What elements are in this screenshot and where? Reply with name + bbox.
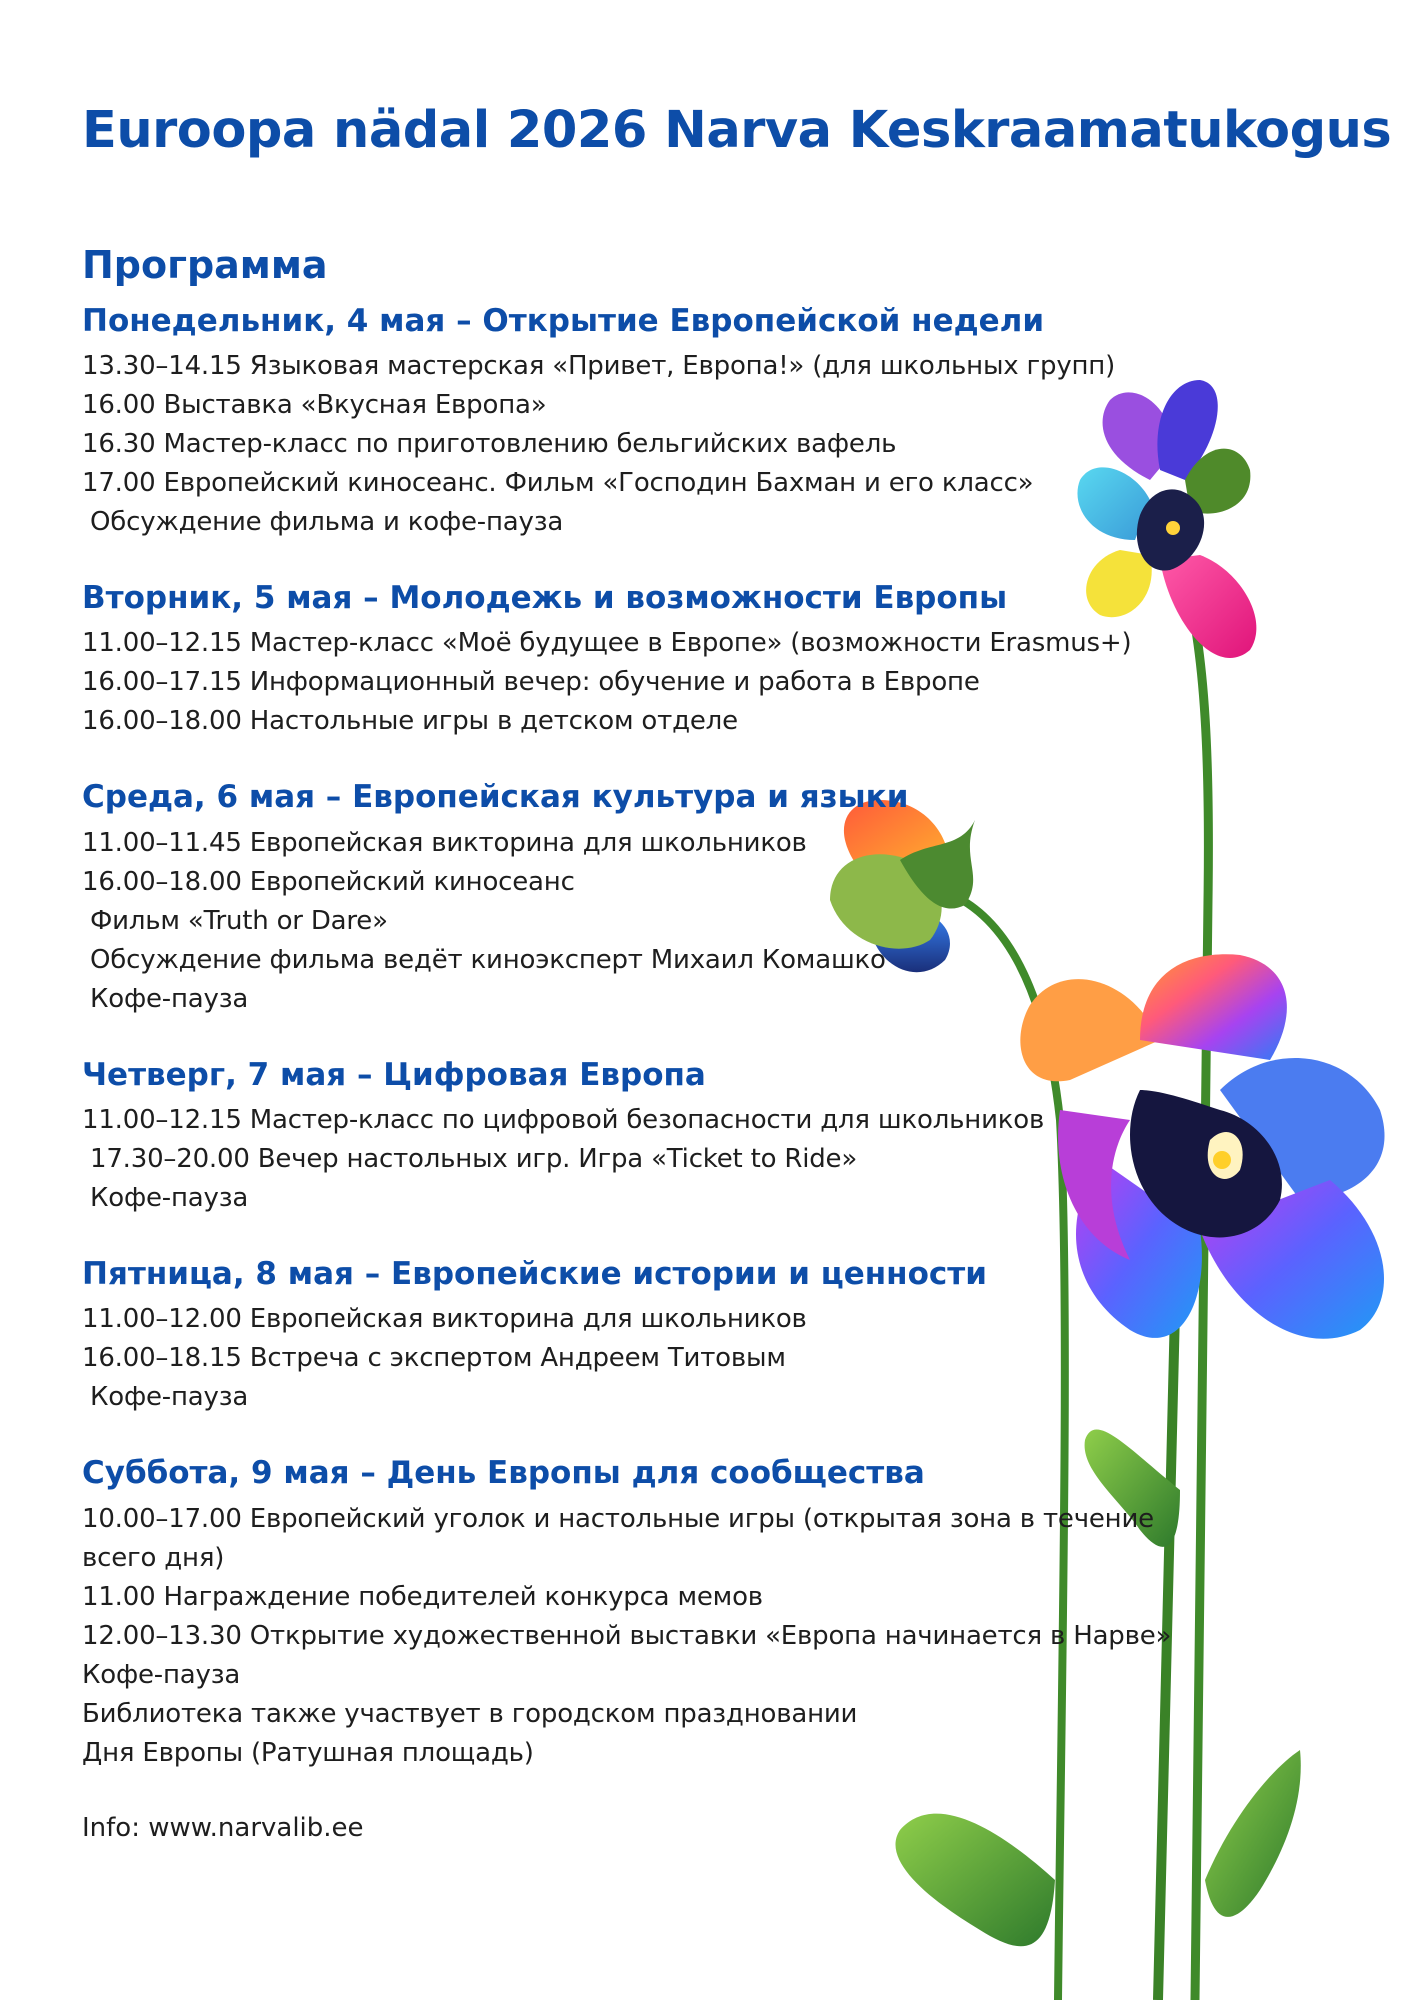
schedule-item: 13.30–14.15 Языковая мастерская «Привет, Европа!» (для школьных групп) (82, 351, 1116, 382)
day-wednesday (82, 777, 1332, 1018)
day-thursday (82, 1055, 1332, 1218)
program-content (82, 100, 1392, 1848)
schedule-item: Обсуждение фильма ведёт киноэксперт Михаил Комашко (90, 944, 886, 975)
schedule-item: Кофе-пауза (90, 1182, 249, 1213)
day-saturday (82, 1453, 1332, 1772)
schedule-item: Обсуждение фильма и кофе-пауза (90, 507, 564, 538)
schedule-item: Кофе-пауза (90, 983, 249, 1014)
page-title: Euroopa nädal 2026 Narva Keskraamatukogus (82, 101, 1392, 160)
schedule-item: 16.00–18.00 Европейский киносеанс (82, 866, 575, 897)
schedule-item: 10.00–17.00 Европейский уголок и настольные игры (открытая зона в течение всего дня) (82, 1503, 1154, 1573)
day-heading: Суббота, 9 мая – День Европы для сообщества (82, 1455, 925, 1492)
schedule-item: 11.00–11.45 Европейская викторина для школьников (82, 827, 807, 858)
info-link-text: Info: www.narvalib.ee (82, 1812, 364, 1843)
schedule-item: 17.00 Европейский киносеанс. Фильм «Господин Бахман и его класс» (82, 468, 1034, 499)
program-heading: Программа (82, 243, 328, 288)
schedule-item: Дня Европы (Ратушная площадь) (82, 1737, 534, 1768)
day-heading: Вторник, 5 мая – Молодежь и возможности Европы (82, 580, 1008, 617)
schedule-item: 11.00 Награждение победителей конкурса мемов (82, 1581, 763, 1612)
schedule-item: 11.00–12.15 Мастер-класс «Моё будущее в Европе» (возможности Erasmus+) (82, 628, 1132, 659)
schedule-item: Фильм «Truth or Dare» (90, 905, 388, 936)
day-heading: Четверг, 7 мая – Цифровая Европа (82, 1056, 706, 1093)
schedule-item: 11.00–12.15 Мастер-класс по цифровой безопасности для школьников (82, 1104, 1045, 1135)
day-friday (82, 1254, 1332, 1417)
schedule-item: 11.00–12.00 Европейская викторина для школьников (82, 1304, 807, 1335)
day-heading: Понедельник, 4 мая – Открытие Европейской недели (82, 302, 1045, 339)
schedule-item: 16.00–17.15 Информационный вечер: обучение и работа в Европе (82, 667, 980, 698)
day-monday (82, 301, 1332, 542)
schedule-item: Кофе-пауза (82, 1659, 241, 1690)
schedule-item: Библиотека также участвует в городском праздновании (82, 1698, 858, 1729)
schedule-item: 16.00–18.15 Встреча с экспертом Андреем Титовым (82, 1343, 786, 1374)
schedule-item: 12.00–13.30 Открытие художественной выставки «Европа начинается в Нарве» (82, 1620, 1172, 1651)
schedule-item: 16.00 Выставка «Вкусная Европа» (82, 390, 547, 421)
day-tuesday (82, 578, 1332, 741)
day-heading: Среда, 6 мая – Европейская культура и языки (82, 779, 909, 816)
day-heading: Пятница, 8 мая – Европейские истории и ценности (82, 1255, 987, 1292)
schedule-item: 17.30–20.00 Вечер настольных игр. Игра «Ticket to Ride» (90, 1143, 858, 1174)
schedule-item: 16.30 Мастер-класс по приготовлению бельгийских вафель (82, 429, 897, 460)
schedule-item: Кофе-пауза (90, 1382, 249, 1413)
schedule-item: 16.00–18.00 Настольные игры в детском отделе (82, 706, 738, 737)
